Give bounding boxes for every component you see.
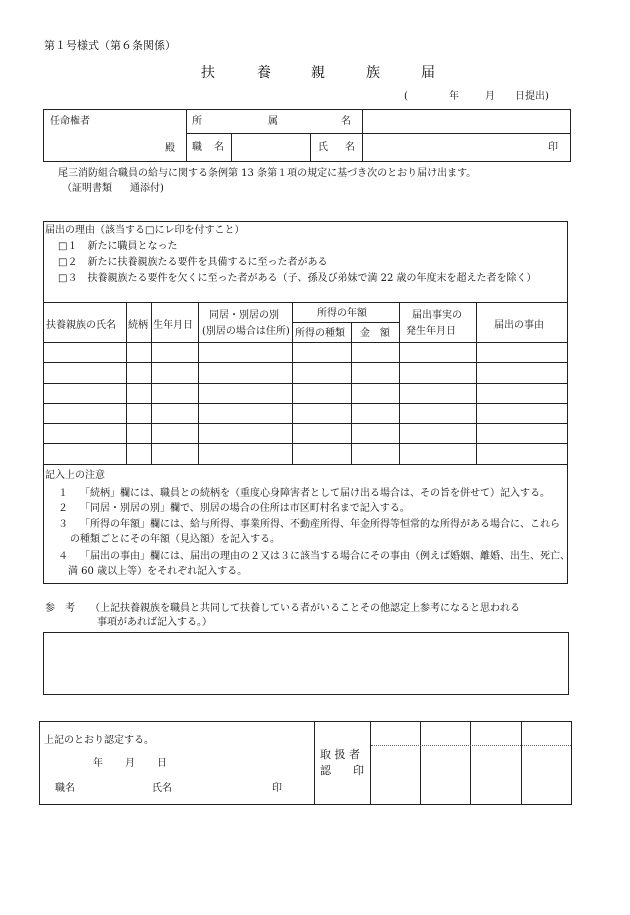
job-title-label: 名 [214,142,224,153]
name-field[interactable] [364,135,544,161]
appointer-label: 任命権者 [50,116,90,127]
col-header-fact-date-2: 発生年月日 [406,326,456,337]
title-char: 親 [311,65,325,81]
col-header-relation: 続柄 [128,320,148,331]
reference-field[interactable] [43,632,569,695]
affiliation-label: 属 [268,116,278,127]
affiliation-label: 名 [341,116,351,127]
approval-job-label: 職名 [55,783,75,794]
approval-seal: 印 [272,783,282,794]
notes-heading: 記入上の注意 [45,470,105,481]
date-paren: ( [404,91,408,102]
title-char: 扶 [201,65,215,81]
date-month-label: 月 [485,91,495,102]
form-number: 第１号様式（第６条関係） [44,39,176,52]
attachment-label: （証明書類 [62,183,112,194]
date-year-label: 年 [449,91,459,102]
note-number: １ [58,488,68,499]
title-char: 養 [257,65,271,81]
affiliation-field[interactable] [364,111,569,132]
note-text: 「続柄」欄には、職員との続柄を（重度心身障害者として届け出る場合は、その旨を併せて）記入する。 [80,488,550,499]
dependents-table-body[interactable] [44,343,567,463]
reason-option-2[interactable]: □２ 新たに扶養親族たる要件を具備するに至った者がある [58,257,328,268]
affiliation-label: 所 [192,116,202,127]
approval-year: 年 [93,758,103,769]
reference-label: 参 考 [45,603,75,614]
col-header-birthdate: 生年月日 [153,320,193,331]
note-text: 満 60 歳以上等）をそれぞれ記入する。 [68,566,248,577]
reason-option-1[interactable]: □１ 新たに職員となった [58,241,178,252]
approval-text: 上記のとおり認定する。 [44,735,154,746]
col-header-name: 扶養親族の氏名 [46,320,116,331]
col-header-income-type: 所得の種類 [295,328,345,339]
job-title-label: 職 [192,142,202,153]
job-title-field[interactable] [233,135,309,161]
title-char: 届 [421,65,435,81]
note-number: ４ [58,551,68,562]
approval-name-label: 氏名 [152,783,172,794]
col-header-amount: 金 額 [360,328,390,339]
attachment-suffix: 通添付) [130,183,164,194]
title-char: 族 [366,65,380,81]
name-label: 名 [345,142,355,153]
handler-seal-label: 認 印 [320,764,364,777]
dono-label: 殿 [165,143,175,154]
note-text: 「所得の年額」欄には、給与所得、事業所得、不動産所得、年金所得等恒常的な所得がある場合に、これら [80,519,560,530]
handler-seal-cells[interactable] [371,722,571,804]
note-text: 「同居・別居の別」欄で、別居の場合の住所は市区町村名まで記入する。 [80,503,410,514]
date-day-label: 日提出) [515,91,549,102]
col-header-cohabitation-note: (別居の場合は住所) [202,326,290,337]
handler-label: 取 扱 者 [320,748,360,761]
reason-heading: 届出の理由（該当する□にレ印を付すこと） [45,225,245,236]
col-header-fact-date: 届出事実の [412,310,462,321]
note-text: の種類ごとにその年額（見込額）を記入する。 [70,534,280,545]
intro-text: 尾三消防組合職員の給与に関する条例第 13 条第１項の規定に基づき次のとおり届け出ます。 [58,168,477,179]
note-number: ２ [58,503,68,514]
col-header-income: 所得の年額 [317,308,367,319]
seal-mark: 印 [548,142,558,153]
approval-day: 日 [157,758,167,769]
note-number: ３ [58,519,68,530]
reason-option-3[interactable]: □３ 扶養親族たる要件を欠くに至った者がある（子、孫及び弟妹で満 22 歳の年度末を超えた者を除く） [58,273,537,284]
reference-text-2: 事項があれば記入する。） [97,617,212,628]
approval-month: 月 [125,758,135,769]
reference-text-1: （上記扶養親族を職員と共同して扶養している者がいることその他認定上参考になると思われる [90,603,520,614]
note-text: 「届出の事由」欄には、届出の理由の２又は３に該当する場合にその事由（例えば婚姻、離婚、出生、死亡、 [80,551,570,562]
col-header-reason: 届出の事由 [494,320,544,331]
col-header-cohabitation: 同居・別居の別 [209,310,279,321]
name-label: 氏 [318,142,328,153]
